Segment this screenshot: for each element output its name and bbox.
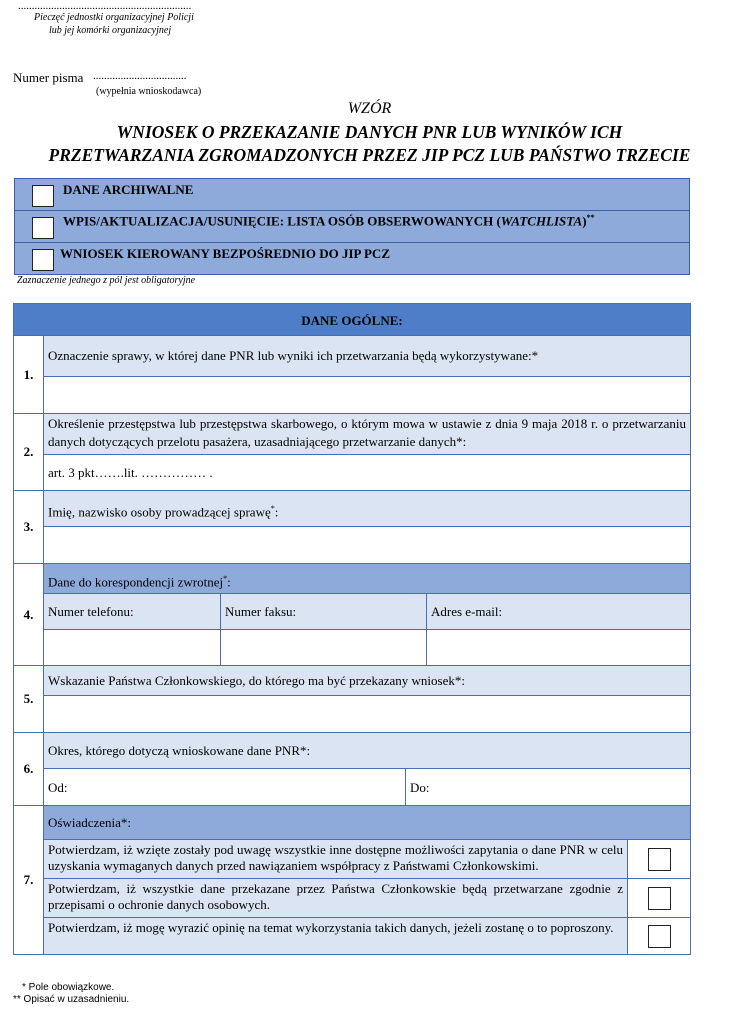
title-wzor: WZÓR [347,100,392,117]
declaration-2-text: Potwierdzam, iż wszystkie dane przekazane przez Państwa Członkowskie będą przetwarzane zgodnie z przepisami o ochronie danych osobowych. [44,879,628,917]
table-header: DANE OGÓLNE: [14,304,690,336]
numer-pisma-field[interactable]: .................................. [93,70,187,82]
declaration-1-text: Potwierdzam, iż wzięte zostały pod uwagę wszystkie inne dostępne możliwości zapytania o dane PNR w celu uzyskania wymaganych danych przed nawiązaniem współpracy z Państwami Członkowskimi. [44,840,628,878]
declaration-3-text: Potwierdzam, iż mogę wyrazić opinię na temat wykorzystania takich danych, jeżeli zostanę o to poproszony. [44,918,628,954]
footnote-describe: ** Opisać w uzasadnieniu. [13,994,130,1005]
declaration-3 [44,918,690,954]
contact-labels-row [44,594,690,630]
fax-field[interactable] [221,630,427,665]
numer-pisma-label: Numer pisma [13,70,84,85]
section-number: 3. [14,491,44,563]
section-7-question: Oświadczenia*: [44,806,690,840]
section-number: 5. [14,666,44,732]
general-data-table [13,303,691,955]
options-note: Zaznaczenie jednego z pól jest obligatoryjne [17,275,196,286]
section-3 [14,491,690,564]
section-number: 2. [14,414,44,490]
section-1-question: Oznaczenie sprawy, w której dane PNR lub wyniki ich przetwarzania będą wykorzystywane:* [44,336,690,377]
option-watchlist-label: WPIS/AKTUALIZACJA/USUNIĘCIE: LISTA OSÓB OBSERWOWANYCH (WATCHLISTA)** [63,213,595,229]
declaration-1 [44,840,690,879]
section-6-question: Okres, którego dotyczą wnioskowane dane PNR*: [44,733,690,769]
section-4-question: Dane do korespondencji zwrotnej*: [44,564,690,594]
phone-label: Numer telefonu: [44,594,221,629]
option-archival[interactable] [15,179,689,211]
option-archival-label: DANE ARCHIWALNE [63,182,194,197]
email-field[interactable] [427,630,690,665]
checkbox-watchlist[interactable] [32,217,54,239]
stamp-dots: ............................................................... [18,0,192,12]
period-from-field[interactable]: Od: [44,769,406,805]
period-to-field[interactable]: Do: [410,780,430,795]
title-line-1: WNIOSEK O PRZEKAZANIE DANYCH PNR LUB WYNIKÓW ICH [116,122,623,142]
section-number: 6. [14,733,44,805]
declaration-3-checkbox[interactable] [648,925,671,948]
checkbox-archival[interactable] [32,185,54,207]
section-5-question: Wskazanie Państwa Członkowskiego, do którego ma być przekazany wniosek*: [44,666,690,696]
footnote-mandatory: * Pole obowiązkowe. [22,982,115,993]
section-7 [14,806,690,954]
title-line-2: PRZETWARZANIA ZGROMADZONYCH PRZEZ JIP PCZ LUB PAŃSTWO TRZECIE [48,145,691,165]
section-number: 1. [14,336,44,413]
option-direct-jip[interactable] [15,243,689,274]
checkbox-direct-jip[interactable] [32,249,54,271]
section-3-question: Imię, nazwisko osoby prowadzącej sprawę*: [44,491,690,527]
section-number: 4. [14,564,44,665]
section-2 [14,414,690,491]
section-4 [14,564,690,666]
period-row [44,769,690,805]
section-1-answer[interactable] [44,377,690,413]
fax-label: Numer faksu: [221,594,427,629]
stamp-label-2: lub jej komórki organizacyjnej [49,25,172,36]
declaration-2-checkbox[interactable] [648,887,671,910]
email-label: Adres e-mail: [431,604,503,619]
contact-values-row [44,630,690,665]
stamp-label-1: Pieczęć jednostki organizacyjnej Policji [34,12,194,23]
phone-field[interactable] [44,630,221,665]
section-number: 7. [14,806,44,954]
request-type-options [14,178,690,275]
option-watchlist[interactable] [15,211,689,243]
option-direct-jip-label: WNIOSEK KIEROWANY BEZPOŚREDNIO DO JIP PCZ [60,246,390,261]
numer-pisma-hint: (wypełnia wnioskodawca) [96,86,202,97]
declaration-2 [44,879,690,918]
section-2-answer[interactable]: art. 3 pkt…….lit. …………… . [44,455,690,490]
declaration-1-checkbox[interactable] [648,848,671,871]
section-5-answer[interactable] [44,696,690,732]
section-6 [14,733,690,806]
section-3-answer[interactable] [44,527,690,563]
section-2-question: Określenie przestępstwa lub przestępstwa skarbowego, o którym mowa w ustawie z dnia 9 maja 2018 r. o przetwarzaniu danych dotyczących przelotu pasażera, uzasadniającego przetwarzanie danych*: [44,414,690,455]
section-1 [14,336,690,414]
section-5 [14,666,690,733]
